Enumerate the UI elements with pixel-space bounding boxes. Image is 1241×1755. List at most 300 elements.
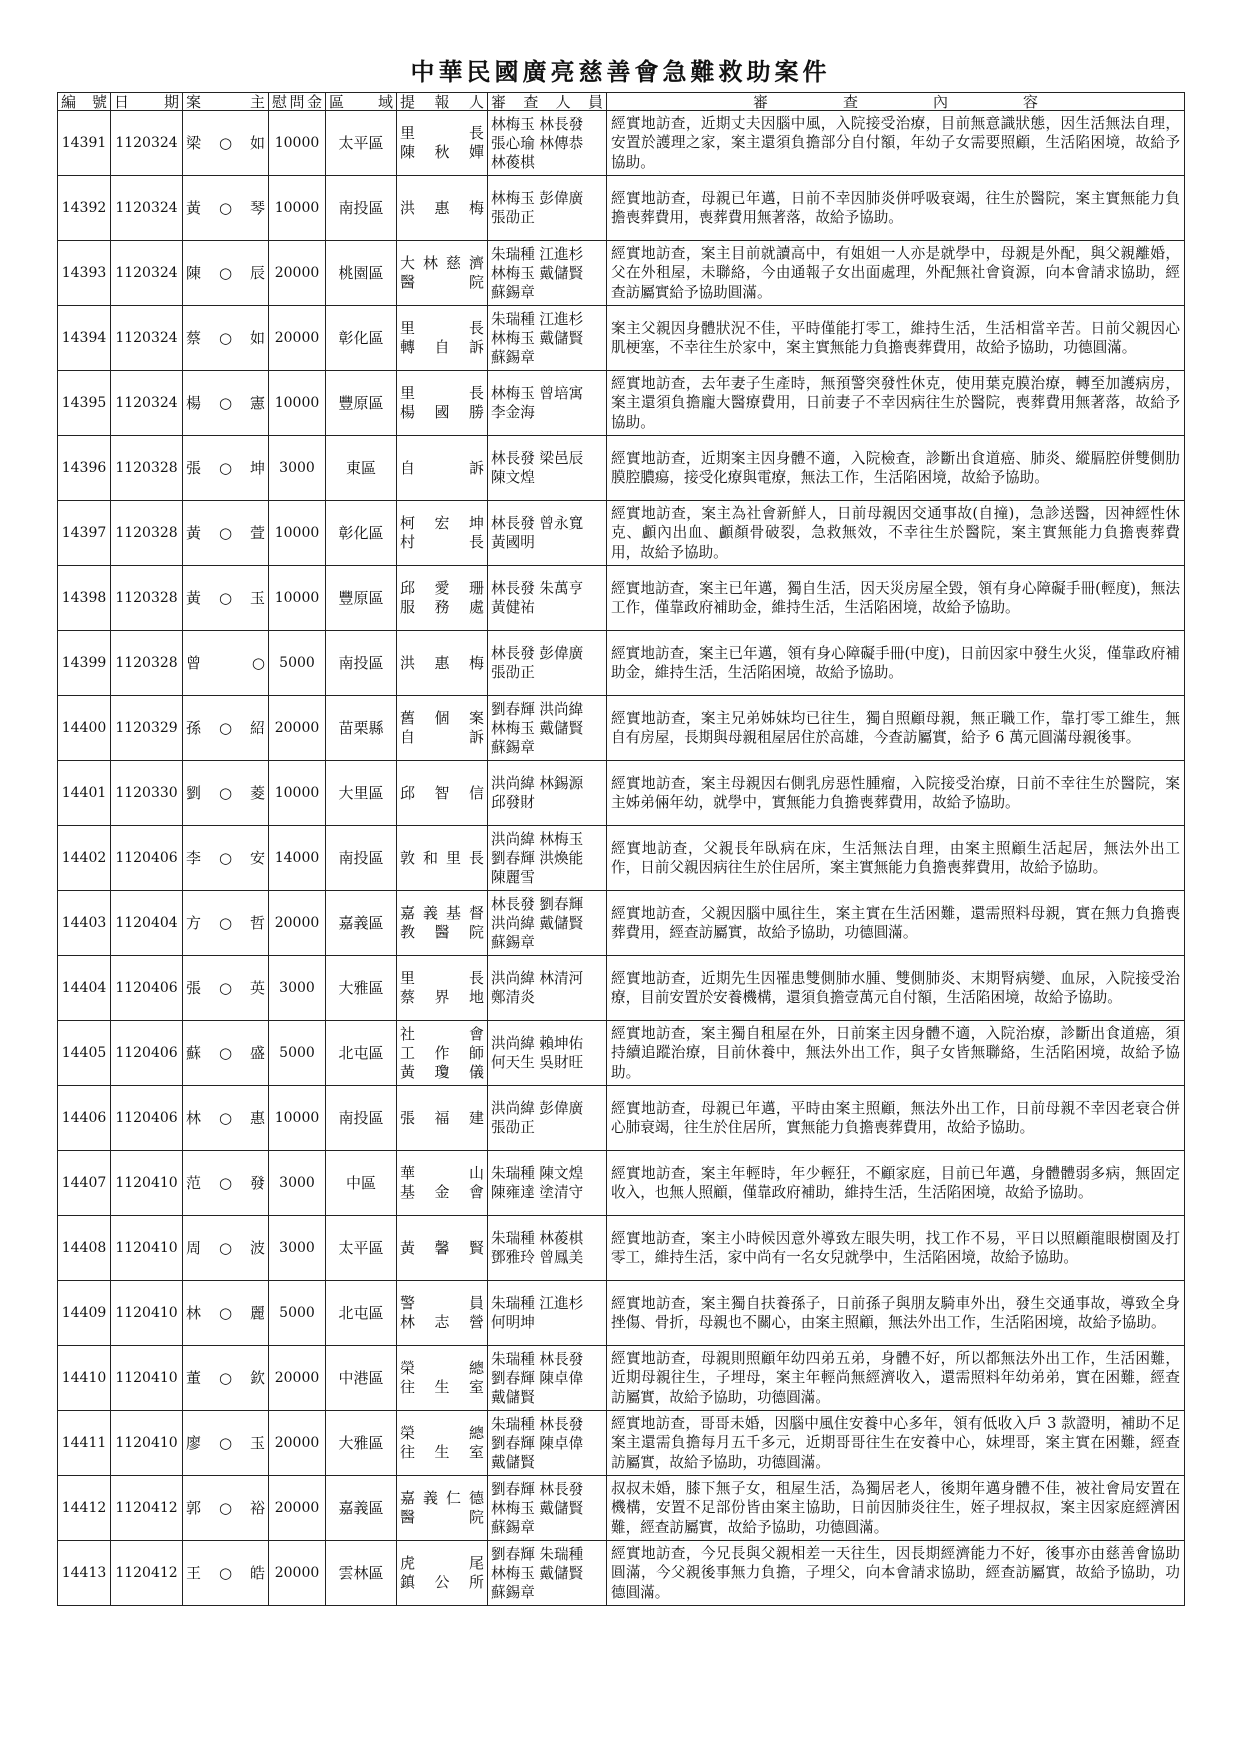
relief-amount: 20000 (269, 891, 326, 956)
area: 東區 (326, 436, 397, 501)
reporter-line: 工 作 師 (400, 1043, 484, 1062)
header-reporter: 提 報 人 (397, 93, 488, 111)
case-date: 1120410 (111, 1281, 183, 1346)
reviewer-line: 林葰棋 (491, 153, 535, 171)
reviewer-line: 林梅玉 曾培寓 (491, 385, 584, 402)
reviewer-line: 洪尚緯 林錫源 (491, 775, 584, 792)
table-row (58, 1021, 1185, 1086)
reviewer-line: 戴儲賢 (491, 1388, 535, 1406)
table-row (58, 826, 1185, 891)
review-content: 經實地訪查，父親長年臥病在床，生活無法自理，由案主照顧生活起居，無法外出工作，日前父親因病往生於住居所，案主實無能力負擔喪葬費用，故給予協助。 (607, 826, 1185, 891)
client-name: 蔡 ○ 如 (183, 306, 269, 371)
reporter-line: 自 訴 (400, 728, 484, 746)
reviewers (488, 566, 607, 631)
client-name: 郭 ○ 裕 (183, 1476, 269, 1541)
area: 南投區 (326, 1086, 397, 1151)
reporter-line: 舊 個 案 (400, 709, 484, 727)
reporter-line: 張 福 建 (400, 1108, 484, 1127)
case-id: 14395 (58, 371, 111, 436)
client-name: 周 ○ 波 (183, 1216, 269, 1281)
reviewer-line: 洪尚緯 林梅玉 (491, 830, 584, 848)
reviewer-line: 黃健祐 (491, 599, 535, 616)
review-content: 經實地訪查，案主獨自扶養孫子，日前孫子與朋友騎車外出，發生交通事故，導致全身挫傷、骨折，母親也不關心，由案主照顧，無法外出工作，生活陷困境，故給予協助。 (607, 1281, 1185, 1346)
relief-amount: 20000 (269, 241, 326, 306)
table-row (58, 891, 1185, 956)
review-content: 案主父親因身體狀況不佳，平時僅能打零工，維持生活，生活相當辛苦。日前父親因心肌梗塞，不幸往生於家中，案主實無能力負擔喪葬費用，故給予協助，功德圓滿。 (607, 306, 1185, 371)
area: 彰化區 (326, 306, 397, 371)
reporter (397, 371, 488, 436)
reporter (397, 1216, 488, 1281)
reviewer-line: 李金海 (491, 404, 535, 421)
relief-amount: 3000 (269, 1216, 326, 1281)
table-row (58, 1281, 1185, 1346)
table-row (58, 371, 1185, 436)
client-name: 范 ○ 發 (183, 1151, 269, 1216)
reporter-line: 邱 智 信 (400, 783, 484, 802)
reporter-line: 村 長 (400, 533, 484, 551)
reviewer-line: 劉春輝 洪煥能 (491, 849, 584, 867)
reporter (397, 1151, 488, 1216)
case-id: 14399 (58, 631, 111, 696)
case-id: 14402 (58, 826, 111, 891)
reporter-line: 醫 院 (400, 1508, 484, 1526)
case-date: 1120410 (111, 1411, 183, 1476)
case-date: 1120406 (111, 956, 183, 1021)
client-name: 王 ○ 皓 (183, 1541, 269, 1606)
client-name: 楊 ○ 憲 (183, 371, 269, 436)
reviewer-line: 鄧雅玲 曾鳳美 (491, 1249, 584, 1266)
reviewer-line: 劉春輝 陳卓偉 (491, 1434, 584, 1452)
reviewer-line: 張劭正 (491, 1119, 535, 1136)
case-date: 1120328 (111, 566, 183, 631)
review-content: 經實地訪查，案主已年邁，領有身心障礙手冊(中度)，日前因家中發生火災，僅靠政府補助金，維持生活，生活陷困境，故給予協助。 (607, 631, 1185, 696)
reporter (397, 176, 488, 241)
case-id: 14393 (58, 241, 111, 306)
reviewers (488, 436, 607, 501)
table-row (58, 1216, 1185, 1281)
case-date: 1120410 (111, 1346, 183, 1411)
table-row (58, 566, 1185, 631)
case-id: 14398 (58, 566, 111, 631)
reviewer-line: 林梅玉 戴儲賢 (491, 1564, 584, 1582)
case-id: 14392 (58, 176, 111, 241)
client-name: 廖 ○ 玉 (183, 1411, 269, 1476)
table-row (58, 1346, 1185, 1411)
table-row (58, 1151, 1185, 1216)
client-name: 黃 ○ 琴 (183, 176, 269, 241)
reviewer-line: 蘇錫章 (491, 933, 535, 951)
relief-amount: 20000 (269, 1411, 326, 1476)
relief-amount: 20000 (269, 306, 326, 371)
relief-amount: 3000 (269, 436, 326, 501)
table-row (58, 696, 1185, 761)
area: 中港區 (326, 1346, 397, 1411)
client-name: 黃 ○ 萱 (183, 501, 269, 566)
table-row (58, 436, 1185, 501)
reporter-line: 服 務 處 (400, 598, 484, 616)
case-id: 14404 (58, 956, 111, 1021)
review-content: 經實地訪查，案主為社會新鮮人，日前母親因交通事故(自撞)，急診送醫，因神經性休克、顱內出血、顱顏骨破裂，急救無效，不幸往生於醫院，案主實無能力負擔喪葬費用，故給予協助。 (607, 501, 1185, 566)
reporter-line: 榮 總 (400, 1359, 484, 1377)
reporter (397, 1086, 488, 1151)
case-id: 14401 (58, 761, 111, 826)
area: 北屯區 (326, 1281, 397, 1346)
reviewer-line: 蘇錫章 (491, 283, 535, 301)
reviewer-line: 陳文煌 (491, 469, 535, 486)
reporter (397, 1411, 488, 1476)
reviewers (488, 501, 607, 566)
case-id: 14412 (58, 1476, 111, 1541)
client-name: 曾 ○ (183, 631, 269, 696)
reviewer-line: 洪尚緯 戴儲賢 (491, 914, 584, 932)
table-row (58, 1541, 1185, 1606)
reporter (397, 891, 488, 956)
reporter-line: 嘉義基督 (400, 904, 484, 922)
client-name: 陳 ○ 辰 (183, 241, 269, 306)
reporter (397, 631, 488, 696)
reviewer-line: 劉春輝 朱瑞種 (491, 1545, 584, 1563)
reviewer-line: 洪尚緯 賴坤佑 (491, 1035, 584, 1052)
table-row (58, 111, 1185, 176)
case-id: 14400 (58, 696, 111, 761)
case-id: 14408 (58, 1216, 111, 1281)
relief-amount: 5000 (269, 1281, 326, 1346)
table-row (58, 956, 1185, 1021)
reviewer-line: 蘇錫章 (491, 738, 535, 756)
relief-amount: 20000 (269, 1541, 326, 1606)
reporter-line: 榮 總 (400, 1424, 484, 1442)
reviewer-line: 何天生 吳財旺 (491, 1054, 584, 1071)
client-name: 孫 ○ 紹 (183, 696, 269, 761)
relief-amount: 20000 (269, 696, 326, 761)
reporter (397, 956, 488, 1021)
reviewer-line: 林長發 劉春輝 (491, 895, 584, 913)
client-name: 黃 ○ 玉 (183, 566, 269, 631)
review-content: 經實地訪查，近期案主因身體不適，入院檢查，診斷出食道癌、肺炎、縱膈腔併雙側肋膜腔膿瘍，接受化療與電療，無法工作，生活陷困境，故給予協助。 (607, 436, 1185, 501)
reviewer-line: 林長發 曾永寬 (491, 515, 584, 532)
reviewer-line: 林梅玉 彭偉廣 (491, 190, 584, 207)
reporter-line: 柯 宏 坤 (400, 514, 484, 532)
area: 豐原區 (326, 371, 397, 436)
reviewer-line: 洪尚緯 彭偉廣 (491, 1100, 584, 1117)
table-row (58, 631, 1185, 696)
case-date: 1120412 (111, 1541, 183, 1606)
reviewers (488, 1021, 607, 1086)
client-name: 董 ○ 欽 (183, 1346, 269, 1411)
area: 彰化區 (326, 501, 397, 566)
page-title: 中華民國廣亮慈善會急難救助案件 (410, 58, 831, 86)
reviewer-line: 朱瑞種 林長發 (491, 1350, 584, 1368)
reviewers (488, 306, 607, 371)
area: 雲林區 (326, 1541, 397, 1606)
reviewer-line: 何明坤 (491, 1314, 535, 1331)
reviewer-line: 林長發 朱萬亨 (491, 580, 584, 597)
reviewers (488, 111, 607, 176)
header-id: 編 號 (58, 93, 111, 111)
review-content: 經實地訪查，母親已年邁，日前不幸因肺炎併呼吸衰竭，往生於醫院，案主實無能力負擔喪葬費用，喪葬費用無著落，故給予協助。 (607, 176, 1185, 241)
case-date: 1120324 (111, 306, 183, 371)
reporter (397, 826, 488, 891)
reviewers (488, 1281, 607, 1346)
reporter-line: 黃 馨 賢 (400, 1238, 484, 1257)
reporter-line: 華 山 (400, 1164, 484, 1182)
table-row (58, 1411, 1185, 1476)
area: 南投區 (326, 631, 397, 696)
relief-amount: 10000 (269, 176, 326, 241)
review-content: 經實地訪查，案主獨自租屋在外，日前案主因身體不適，入院治療，診斷出食道癌，須持續追蹤治療，目前休養中，無法外出工作，與子女皆無聯絡，生活陷困境，故給予協助。 (607, 1021, 1185, 1086)
case-date: 1120329 (111, 696, 183, 761)
case-date: 1120412 (111, 1476, 183, 1541)
reviewers (488, 1086, 607, 1151)
reporter-line: 鎮 公 所 (400, 1573, 484, 1591)
case-date: 1120406 (111, 826, 183, 891)
case-date: 1120324 (111, 111, 183, 176)
reporter-line: 醫 院 (400, 273, 484, 291)
area: 太平區 (326, 1216, 397, 1281)
reviewers (488, 371, 607, 436)
relief-amount: 10000 (269, 1086, 326, 1151)
reporter-line: 里 長 (400, 969, 484, 987)
area: 苗栗縣 (326, 696, 397, 761)
reporter-line: 往 生 室 (400, 1443, 484, 1461)
client-name: 梁 ○ 如 (183, 111, 269, 176)
reporter-line: 蔡 界 地 (400, 988, 484, 1006)
reviewers (488, 956, 607, 1021)
reporter-line: 楊 國 勝 (400, 403, 484, 421)
header-amount: 慰問金 (269, 93, 326, 111)
reporter-line: 虎 尾 (400, 1554, 484, 1572)
reporter-line: 嘉義仁德 (400, 1489, 484, 1507)
reviewer-line: 林梅玉 林長發 (491, 115, 584, 133)
client-name: 方 ○ 哲 (183, 891, 269, 956)
reviewer-line: 劉春輝 林長發 (491, 1480, 584, 1498)
reporter-line: 大林慈濟 (400, 254, 484, 272)
relief-amount: 10000 (269, 111, 326, 176)
case-date: 1120404 (111, 891, 183, 956)
reporter-line: 轉 自 訴 (400, 338, 484, 356)
client-name: 林 ○ 麗 (183, 1281, 269, 1346)
reviewers (488, 761, 607, 826)
reviewers (488, 176, 607, 241)
reporter-line: 邱 愛 珊 (400, 579, 484, 597)
reviewers (488, 696, 607, 761)
review-content: 經實地訪查，案主母親因右側乳房惡性腫瘤，入院接受治療，日前不幸往生於醫院，案主姊弟倆年幼，就學中，實無能力負擔喪葬費用，故給予協助。 (607, 761, 1185, 826)
header-reviewers: 審 查 人 員 (488, 93, 607, 111)
relief-amount: 10000 (269, 761, 326, 826)
relief-amount: 20000 (269, 1346, 326, 1411)
reporter (397, 111, 488, 176)
reporter (397, 501, 488, 566)
reviewers (488, 1216, 607, 1281)
reviewers (488, 891, 607, 956)
area: 桃園區 (326, 241, 397, 306)
reviewer-line: 蘇錫章 (491, 348, 535, 366)
reviewer-line: 陳雍達 塗清守 (491, 1184, 584, 1201)
reporter-line: 陳 秋 嬋 (400, 143, 484, 161)
relief-amount: 14000 (269, 826, 326, 891)
header-row (58, 93, 1185, 111)
relief-amount: 3000 (269, 1151, 326, 1216)
case-id: 14409 (58, 1281, 111, 1346)
reporter (397, 1541, 488, 1606)
case-date: 1120410 (111, 1151, 183, 1216)
table-row (58, 1086, 1185, 1151)
client-name: 蘇 ○ 盛 (183, 1021, 269, 1086)
case-date: 1120330 (111, 761, 183, 826)
area: 嘉義區 (326, 891, 397, 956)
header-date: 日 期 (111, 93, 183, 111)
reviewer-line: 林梅玉 戴儲賢 (491, 1499, 584, 1517)
reporter-line: 自 訴 (400, 458, 484, 477)
review-content: 經實地訪查，哥哥未婚，因腦中風住安養中心多年，領有低收入戶 3 款證明，補助不足案主還需負擔每月五千多元，近期哥哥往生在安養中心，妹埋哥，案主實在困難，經查訪屬實，故給予協助，功德圓滿。 (607, 1411, 1185, 1476)
reviewer-line: 陳麗雪 (491, 868, 535, 886)
reporter-line: 教 醫 院 (400, 923, 484, 941)
reporter-line: 黃 瓊 儀 (400, 1062, 484, 1081)
case-id: 14396 (58, 436, 111, 501)
reviewer-line: 劉春輝 陳卓偉 (491, 1369, 584, 1387)
reviewers (488, 1476, 607, 1541)
reviewer-line: 朱瑞種 林葰棋 (491, 1230, 584, 1247)
reporter-line: 洪 惠 梅 (400, 198, 484, 217)
reporter (397, 1346, 488, 1411)
reporter-line: 警 員 (400, 1294, 484, 1312)
reporter (397, 1281, 488, 1346)
client-name: 劉 ○ 菱 (183, 761, 269, 826)
area: 中區 (326, 1151, 397, 1216)
case-id: 14406 (58, 1086, 111, 1151)
reviewer-line: 張劭正 (491, 209, 535, 226)
reporter-line: 往 生 室 (400, 1378, 484, 1396)
reporter (397, 306, 488, 371)
reviewers (488, 1151, 607, 1216)
table-row (58, 306, 1185, 371)
case-id: 14410 (58, 1346, 111, 1411)
reviewers (488, 1541, 607, 1606)
reviewer-line: 林長發 梁邑辰 (491, 450, 584, 467)
reporter (397, 436, 488, 501)
reporter-line: 里 長 (400, 384, 484, 402)
area: 嘉義區 (326, 1476, 397, 1541)
case-date: 1120324 (111, 371, 183, 436)
reporter (397, 1021, 488, 1086)
case-id: 14397 (58, 501, 111, 566)
client-name: 林 ○ 惠 (183, 1086, 269, 1151)
reviewer-line: 張劭正 (491, 664, 535, 681)
review-content: 經實地訪查，案主兄弟姊妹均已往生，獨自照顧母親，無正職工作，靠打零工維生，無自有房屋，長期與母親租屋居住於高雄，今查訪屬實，給予 6 萬元圓滿母親後事。 (607, 696, 1185, 761)
relief-amount: 10000 (269, 566, 326, 631)
reviewer-line: 朱瑞種 江進杉 (491, 310, 584, 328)
reporter-line: 里 長 (400, 319, 484, 337)
table-row (58, 1476, 1185, 1541)
reporter-line: 敦和里長 (400, 848, 484, 867)
reporter-line: 基 金 會 (400, 1183, 484, 1201)
reviewer-line: 朱瑞種 陳文煌 (491, 1165, 584, 1182)
relief-amount: 10000 (269, 371, 326, 436)
relief-amount: 10000 (269, 501, 326, 566)
reviewer-line: 朱瑞種 江進杉 (491, 245, 584, 263)
case-date: 1120324 (111, 241, 183, 306)
header-content: 審 查 內 容 (607, 93, 1185, 111)
reviewers (488, 241, 607, 306)
reviewer-line: 朱瑞種 林長發 (491, 1415, 584, 1433)
case-date: 1120324 (111, 176, 183, 241)
reviewers (488, 1346, 607, 1411)
reviewer-line: 林長發 彭偉廣 (491, 645, 584, 662)
case-date: 1120328 (111, 631, 183, 696)
area: 大里區 (326, 761, 397, 826)
relief-amount: 5000 (269, 631, 326, 696)
case-id: 14394 (58, 306, 111, 371)
table-row (58, 761, 1185, 826)
client-name: 張 ○ 英 (183, 956, 269, 1021)
review-content: 叔叔未婚，膝下無子女，租屋生活，為獨居老人，後期年邁身體不佳，被社會局安置在機構，安置不足部份皆由案主協助，日前因肺炎往生，姪子埋叔叔，案主因家庭經濟困難，經查訪屬實，故給予協助，功德圓滿。 (607, 1476, 1185, 1541)
reviewer-line: 林梅玉 戴儲賢 (491, 719, 584, 737)
reviewers (488, 826, 607, 891)
area: 大雅區 (326, 1411, 397, 1476)
client-name: 張 ○ 坤 (183, 436, 269, 501)
header-client: 案 主 (183, 93, 269, 111)
area: 南投區 (326, 176, 397, 241)
relief-amount: 3000 (269, 956, 326, 1021)
reviewer-line: 林梅玉 戴儲賢 (491, 264, 584, 282)
table-row (58, 241, 1185, 306)
review-content: 經實地訪查，今兄長與父親相差一天往生，因長期經濟能力不好，後事亦由慈善會協助圓滿，今父親後事無力負擔，子埋父，向本會請求協助，經查訪屬實，故給予協助，功德圓滿。 (607, 1541, 1185, 1606)
case-date: 1120328 (111, 436, 183, 501)
case-date: 1120328 (111, 501, 183, 566)
reporter-line: 社 會 (400, 1024, 484, 1043)
case-id: 14411 (58, 1411, 111, 1476)
area: 北屯區 (326, 1021, 397, 1086)
review-content: 經實地訪查，案主目前就讀高中，有姐姐一人亦是就學中，母親是外配，與父親離婚，父在外租屋，未聯絡，今由通報子女出面處理，外配無社會資源，向本會請求協助，經查訪屬實給予協助圓滿。 (607, 241, 1185, 306)
reporter (397, 241, 488, 306)
client-name: 李 ○ 安 (183, 826, 269, 891)
reviewer-line: 劉春輝 洪尚緯 (491, 700, 584, 718)
review-content: 經實地訪查，父親因腦中風往生，案主實在生活困難，還需照料母親，實在無力負擔喪葬費用，經查訪屬實，故給予協助，功德圓滿。 (607, 891, 1185, 956)
reviewer-line: 張心瑜 林傳恭 (491, 134, 584, 152)
review-content: 經實地訪查，案主已年邁，獨自生活，因天災房屋全毀，領有身心障礙手冊(輕度)，無法工作，僅靠政府補助金，維持生活，生活陷困境，故給予協助。 (607, 566, 1185, 631)
area: 太平區 (326, 111, 397, 176)
reporter-line: 林 志 營 (400, 1313, 484, 1331)
reporter (397, 566, 488, 631)
relief-amount: 5000 (269, 1021, 326, 1086)
reviewer-line: 洪尚緯 林清河 (491, 970, 584, 987)
review-content: 經實地訪查，近期丈夫因腦中風，入院接受治療，目前無意識狀態，因生活無法自理，安置於護理之家，案主還須負擔部分自付額，年幼子女需要照顧，生活陷困境，故給予協助。 (607, 111, 1185, 176)
reviewer-line: 黃國明 (491, 534, 535, 551)
reviewer-line: 邱發財 (491, 794, 535, 811)
review-content: 經實地訪查，案主年輕時，年少輕狂，不顧家庭，目前已年邁，身體體弱多病，無固定收入，也無人照顧，僅靠政府補助，維持生活，生活陷困境，故給予協助。 (607, 1151, 1185, 1216)
review-content: 經實地訪查，去年妻子生產時，無預警突發性休克，使用葉克膜治療，轉至加護病房，案主還須負擔龐大醫療費用，日前妻子不幸因病往生於醫院，喪葬費用無著落，故給予協助。 (607, 371, 1185, 436)
reviewers (488, 631, 607, 696)
reviewer-line: 鄭清炎 (491, 989, 535, 1006)
reviewer-line: 蘇錫章 (491, 1583, 535, 1601)
case-id: 14405 (58, 1021, 111, 1086)
area: 南投區 (326, 826, 397, 891)
case-id: 14403 (58, 891, 111, 956)
review-content: 經實地訪查，母親則照顧年幼四弟五弟，身體不好，所以都無法外出工作，生活困難，近期母親往生，子埋母，案主年輕尚無經濟收入，還需照料年幼弟弟，實在困難，經查訪屬實，故給予協助，功德圓滿。 (607, 1346, 1185, 1411)
reviewer-line: 林梅玉 戴儲賢 (491, 329, 584, 347)
table-row (58, 176, 1185, 241)
table-row (58, 501, 1185, 566)
review-content: 經實地訪查，母親已年邁，平時由案主照顧，無法外出工作，日前母親不幸因老衰合併心肺衰竭，往生於住居所，實無能力負擔喪葬費用，故給予協助。 (607, 1086, 1185, 1151)
relief-amount: 20000 (269, 1476, 326, 1541)
area: 大雅區 (326, 956, 397, 1021)
case-id: 14407 (58, 1151, 111, 1216)
header-area: 區 域 (326, 93, 397, 111)
reporter-line: 洪 惠 梅 (400, 653, 484, 672)
reviewer-line: 蘇錫章 (491, 1518, 535, 1536)
area: 豐原區 (326, 566, 397, 631)
case-date: 1120410 (111, 1216, 183, 1281)
